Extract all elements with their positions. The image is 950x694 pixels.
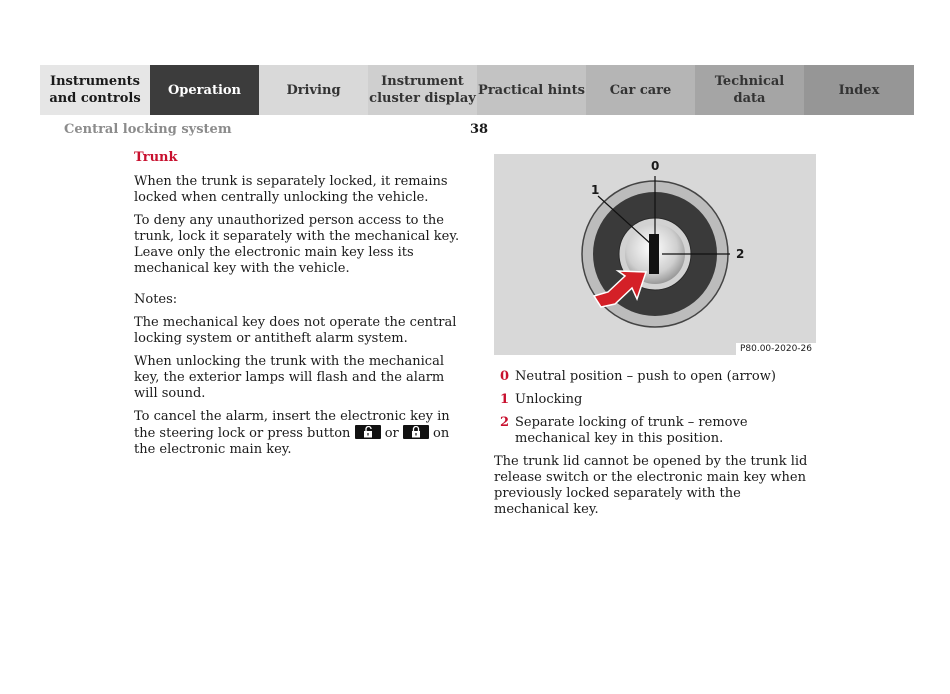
paragraph-separately-locked: When the trunk is separately locked, it remains locked when centrally unlocking the vehicle. <box>134 174 448 205</box>
legend-item <box>494 369 824 385</box>
figure-label-0: 0 <box>651 159 660 173</box>
main-text-column <box>134 150 464 465</box>
page-number: 38 <box>470 122 489 137</box>
trunk-heading: Trunk <box>134 150 178 165</box>
legend-item <box>494 415 824 447</box>
paragraph-alarm-note: When unlocking the trunk with the mechanical key, the exterior lamps will flash and the alarm will sound. <box>134 354 445 401</box>
paragraph-cancel-alarm <box>134 409 464 458</box>
tab-car-care[interactable]: Car care <box>586 65 695 115</box>
paragraph-deny-access: To deny any unauthorized person access to the trunk, lock it separately with the mechanical key. Leave only the electronic main key less its mechanical key with the vehicle. <box>134 213 460 276</box>
legend-text: Separate locking of trunk – remove mechanical key in this position. <box>515 415 748 446</box>
legend-text: Neutral position – push to open (arrow) <box>515 369 776 384</box>
lock-cylinder-illustration <box>494 154 816 355</box>
tab-instrument-cluster-display[interactable]: Instrument cluster display <box>368 65 477 115</box>
figure-legend <box>494 369 824 518</box>
legend-item <box>494 392 824 408</box>
figure-label-2: 2 <box>736 247 745 261</box>
cancel-alarm-text-2: on the electronic main key. <box>134 426 450 457</box>
figure-code: P80.00-2020-26 <box>736 343 816 355</box>
legend-number: 0 <box>500 369 510 384</box>
tab-operation[interactable]: Operation <box>150 65 259 115</box>
tab-instruments-and-controls[interactable]: Instruments and controls <box>40 65 150 115</box>
lock-cylinder-figure <box>494 154 816 355</box>
unlock-icon <box>355 425 381 439</box>
tab-technical-data[interactable]: Technical data <box>695 65 804 115</box>
legend-number: 1 <box>500 392 510 407</box>
section-title: Central locking system <box>64 122 232 137</box>
tab-practical-hints[interactable]: Practical hints <box>477 65 586 115</box>
cancel-alarm-or: or <box>384 426 399 441</box>
legend-number: 2 <box>500 415 510 430</box>
chapter-tabs <box>40 65 914 115</box>
legend-text: Unlocking <box>515 392 583 407</box>
figure-label-1: 1 <box>591 183 600 197</box>
notes-label: Notes: <box>134 292 178 307</box>
legend-footer-paragraph: The trunk lid cannot be opened by the trunk lid release switch or the electronic main key when previously locked separately with the mechanical key. <box>494 454 808 517</box>
key-slot <box>649 234 659 274</box>
paragraph-mechanical-key-note: The mechanical key does not operate the central locking system or antitheft alarm system. <box>134 315 457 346</box>
cancel-alarm-text-1: To cancel the alarm, insert the electronic key in the steering lock or press button <box>134 409 450 441</box>
tab-driving[interactable]: Driving <box>259 65 368 115</box>
lock-icon <box>403 425 429 439</box>
tab-index[interactable]: Index <box>804 65 914 115</box>
